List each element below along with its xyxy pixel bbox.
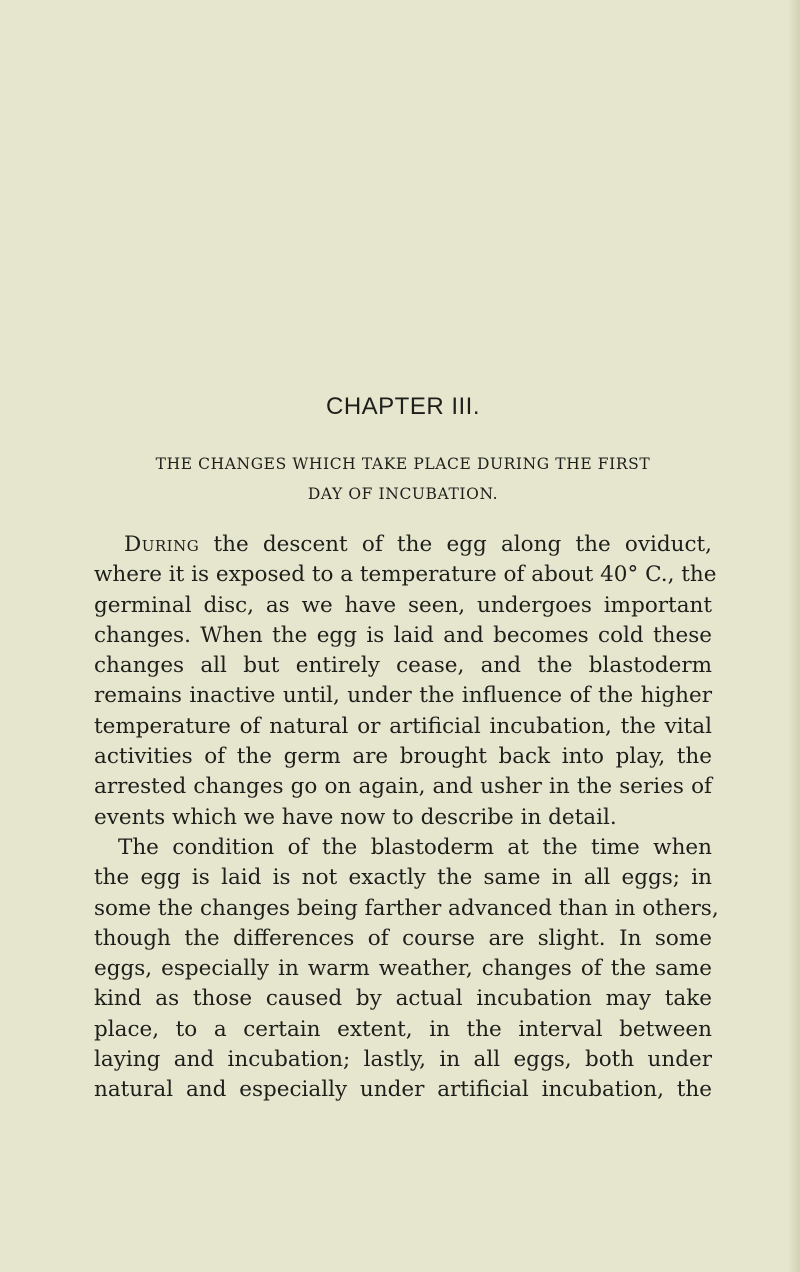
paragraph-line: temperature of natural or artificial incubation, the vital (94, 713, 712, 739)
paragraph-line: laying and incubation; lastly, in all eggs, both under (94, 1047, 712, 1073)
paragraph-line: events which we have now to describe in detail. (94, 804, 617, 830)
paragraph-line: some the changes being farther advanced than in others, (94, 895, 719, 921)
paragraph-line: place, to a certain extent, in the interval between (94, 1016, 712, 1042)
paragraph-line: eggs, especially in warm weather, changes of the same (94, 956, 712, 982)
paragraph-line: changes all but entirely cease, and the blastoderm (94, 653, 712, 679)
page-edge-shadow (788, 0, 800, 1272)
chapter-title: CHAPTER III. (325, 393, 481, 420)
paragraph-line: activities of the germ are brought back into play, the (94, 744, 712, 770)
paragraph-line: natural and especially under artificial incubation, the (94, 1077, 712, 1103)
drop-word: During (124, 532, 200, 557)
paragraph-line: the egg is laid is not exactly the same in all eggs; in (94, 865, 712, 891)
paragraph-line: kind as those caused by actual incubation may take (94, 986, 712, 1012)
paragraph-line: remains inactive until, under the influence of the higher (94, 683, 712, 709)
chapter-subtitle-line: DAY OF INCUBATION. (307, 485, 499, 503)
paragraph-line-text: the descent of the egg along the oviduct, (199, 532, 712, 557)
paragraph-line: germinal disc, as we have seen, undergoes important (94, 592, 712, 618)
body-text (94, 530, 719, 1106)
paragraph-line: The condition of the blastoderm at the time when (118, 834, 712, 860)
book-page (94, 0, 719, 1272)
paragraph-line: arrested changes go on again, and usher in the series of (94, 774, 712, 800)
chapter-subtitle-line: THE CHANGES WHICH TAKE PLACE DURING THE FIRST (155, 455, 651, 473)
paragraph-line (94, 530, 712, 560)
chapter-subtitle (94, 449, 712, 509)
paragraph-line: where it is exposed to a temperature of about 40° C., the (94, 562, 717, 588)
paragraph-line: though the differences of course are slight. In some (94, 925, 712, 951)
paragraph-line: changes. When the egg is laid and becomes cold these (94, 622, 712, 648)
